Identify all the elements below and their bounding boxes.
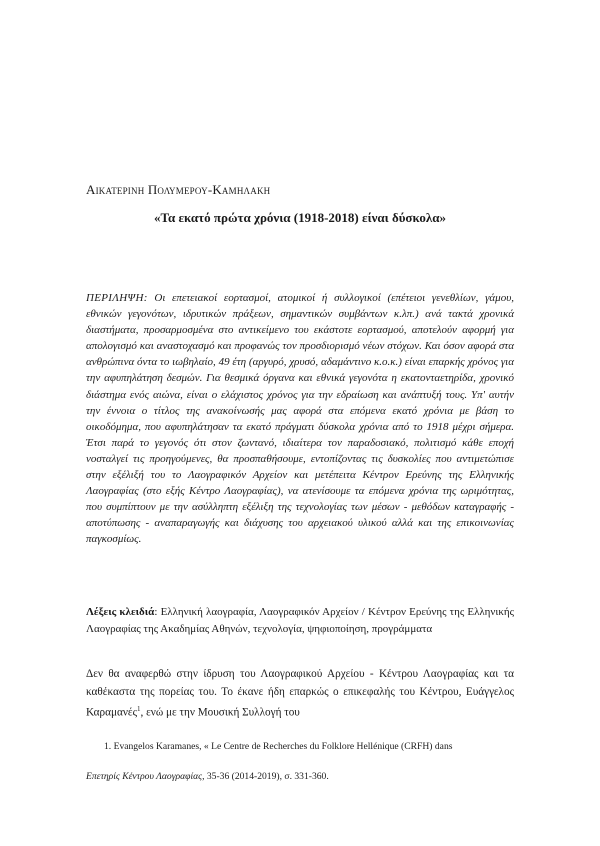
body-text-end: , ενώ με την Μουσική Συλλογή του	[140, 707, 300, 720]
keywords-text: : Ελληνική λαογραφία, Λαογραφικόν Αρχείον / Κέντρον Ερεύνης της Ελληνικής Λαογραφίας της Ακαδημίας Αθηνών, τεχνολογία, ψηφιοποίηση, προγράμματα	[86, 606, 515, 635]
footnote: 1. Evangelos Karamanes, « Le Centre de Recherches du Folklore Hellénique (CRFH) dans	[104, 741, 453, 752]
journal-citation	[86, 771, 516, 782]
journal-details: , 35-36 (2014-2019), σ. 331-360.	[202, 771, 329, 782]
keywords	[86, 604, 514, 637]
abstract-label: ΠΕΡΙΛΗΨΗ:	[86, 292, 148, 304]
abstract-text: Οι επετειακοί εορτασμοί, ατομικοί ή συλλογικοί (επέτειοι γενεθλίων, γάμου, εθνικών γεγονότων, ιδρυτικών πράξεων, σημαντικών συμβάντων κ.λπ.) ανά τακτά χρονικά διαστήματα, προσαρμοσμένα στο αντικείμενο του εκάστοτε εορτασμού, αποτελούν αφορμή για απολογισμό και αναστοχασμό και προφανώς τον προσδιορισμό νέων στόχων. Και όσον αφορά στα ανθρώπινα όντα το ιωβηλαίο, 49 έτη (αργυρό, χρυσό, αδαμάντινο κ.ο.κ.) είναι επαρκής χρόνος για την αφυπηλάτηση δεσμών. Για θεσμικά όργανα και εθνικά γεγονότα η εκατονταετηρίδα, χρονικό διάστημα ενός αιώνα, είναι ο ελάχιστος χρόνος για την εδραίωση και ανάπτυξή τους. Υπ' αυτήν την έννοια ο τίτλος της ανακοίνωσής μας αφορά στα επόμενα εκατό χρόνια με βάση το οικοδόμημα, που αφυπηλάτησαν τα εκατό πράγματι δύσκολα χρόνια από το 1918 μέχρι σήμερα. Έτσι παρά το γεγονός ότι στον ζωντανό, ιδιαίτερα τον παραδοσιακό, πολιτισμό κάθε εποχή νοσταλγεί τις προηγούμενες, θα προσπαθήσουμε, εντοπίζοντας τις δυσκολίες που αντιμετώπισε στην εξέλιξή του το Λαογραφικόν Αρχείον και μετέπειτα Κέντρον Ερεύνης της Ελληνικής Λαογραφίας (στο εξής Κέντρο Λαογραφίας), να ατενίσουμε τα επόμενα χρόνια της ωριμότητας, που συμπίπτουν με την ασύλληπτη εξέλιξη της τεχνολογίας των μέσων - μεθόδων καταγραφής - αποτύπωσης - αναπαραγωγής και διάχυσης του αρχειακού υλικού αλλά και της επικοινωνίας παγκοσμίως.	[86, 292, 515, 546]
body-paragraph	[86, 666, 514, 723]
author-name: Αικατερινη Πολυμερου-Καμηλακη	[86, 182, 271, 197]
journal-name: Επετηρίς Κέντρου Λαογραφίας	[86, 771, 203, 782]
article-title: «Τα εκατό πρώτα χρόνια (1918-2018) είναι δύσκολα»	[154, 210, 446, 225]
body-text-start: Δεν θα αναφερθώ στην ίδρυση του Λαογραφικού Αρχείου - Κέντρου Λαογραφίας και τα καθέκαστα της πορείας του. Το έκανε ήδη επαρκώς ο επικεφαλής του Κέντρου, Ευάγγελος Καραμανές	[86, 668, 514, 720]
keywords-label: Λέξεις κλειδιά	[86, 606, 155, 618]
footnote-reference[interactable]: 1	[137, 705, 141, 714]
abstract	[86, 290, 514, 548]
